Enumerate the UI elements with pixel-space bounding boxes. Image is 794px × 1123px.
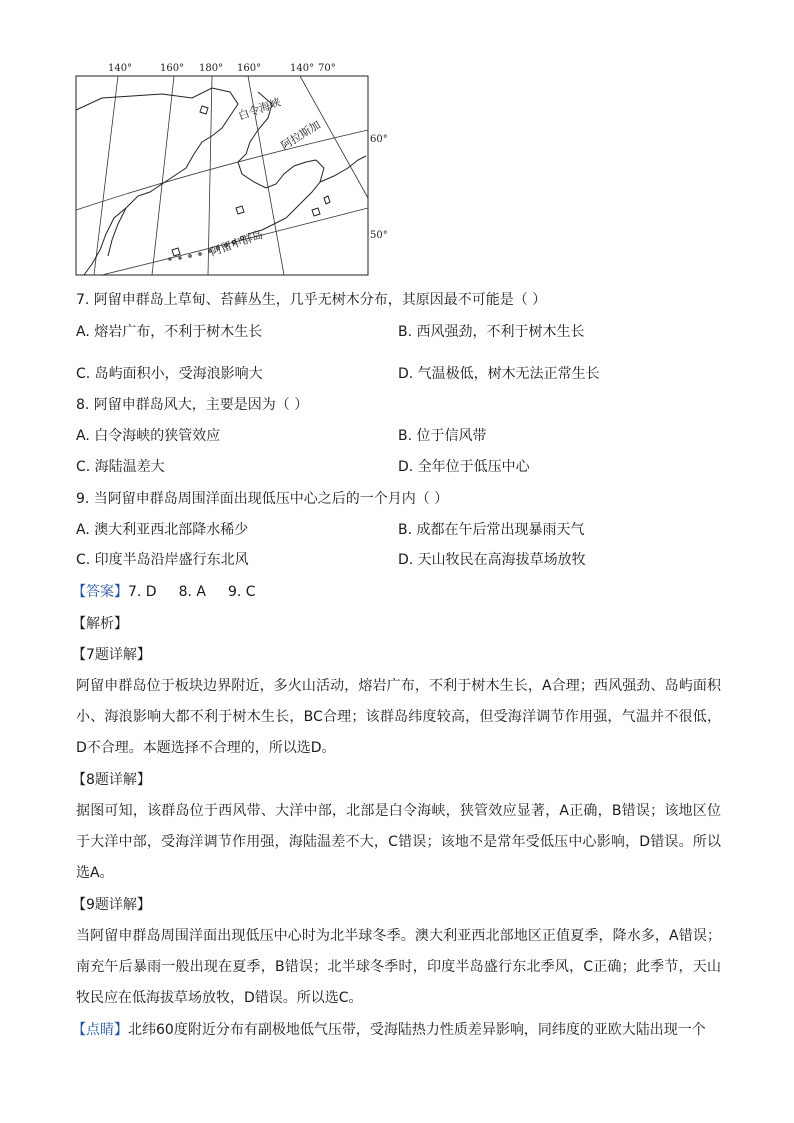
lat-label-60: 60° [370,134,388,145]
lat-label-70: 70° [318,63,336,74]
question-7-stem: 7. 阿留申群岛上草甸、苔藓丛生，几乎无树木分布，其原因最不可能是（ ） [76,292,547,308]
question-9-option-b: B. 成都在午后常出现暴雨天气 [398,522,585,538]
question-8-stem: 8. 阿留申群岛风大，主要是因为（ ） [76,397,309,413]
question-9-option-a: A. 澳大利亚西北部降水稀少 [76,522,249,538]
detail-8-text: 据图可知，该群岛位于西风带、大洋中部，北部是白令海峡，狭管效应显著，A正确，B错误；该地区位于大洋中部，受海洋调节作用强，海陆温差不大，C错误；该地不是常年受低压中心影响，D错误。所以选A。 [76,803,721,881]
question-7-option-b: B. 西风强劲，不利于树木生长 [398,324,585,340]
alaska-label: 阿拉斯加 [278,118,323,153]
detail-8-tag: 【8题详解】 [72,772,151,788]
lon-label-140e: 140° [290,63,315,74]
answer-line [72,582,256,602]
detail-9-text: 当阿留申群岛周围洋面出现低压中心时为北半球冬季。澳大利亚西北部地区正值夏季，降水多，A错误；南充午后暴雨一般出现在夏季，B错误；北半球冬季时，印度半岛盛行东北季风，C正确；此季节，天山牧民应在低海拔草场放牧，D错误。所以选C。 [76,928,721,1006]
lat-label-50: 50° [370,230,388,241]
detail-9-tag: 【9题详解】 [72,897,151,913]
question-9-option-d: D. 天山牧民在高海拔草场放牧 [398,552,586,568]
note-tag: 【点睛】 [72,1022,128,1038]
lon-label-180: 180° [199,63,224,74]
answer-tag: 【答案】 [72,584,128,600]
map-figure [62,58,388,283]
answer-8: 8. A [178,584,206,600]
question-7-option-c: C. 岛屿面积小，受海浪影响大 [76,366,263,382]
lon-label-140w: 140° [108,63,133,74]
detail-7-text: 阿留申群岛位于板块边界附近，多火山活动，熔岩广布，不利于树木生长，A合理；西风强劲、岛屿面积小、海浪影响大都不利于树木生长，BC合理；该群岛纬度较高，但受海洋调节作用强，气温并不很低，D不合理。本题选择不合理的，所以选D。 [76,678,721,756]
map-svg [62,58,388,283]
question-8-option-a: A. 白令海峡的狭管效应 [76,428,221,444]
question-9-stem: 9. 当阿留申群岛周围洋面出现低压中心之后的一个月内（ ） [76,491,449,507]
note-paragraph [72,1015,722,1046]
question-9-option-c: C. 印度半岛沿岸盛行东北风 [76,552,249,568]
lon-label-160e: 160° [237,63,262,74]
answer-9: 9. C [227,584,256,600]
question-7-option-d: D. 气温极低，树木无法正常生长 [398,366,600,382]
analysis-tag: 【解析】 [72,616,128,632]
answer-7: 7. D [128,584,157,600]
question-8-option-c: C. 海陆温差大 [76,459,165,475]
aleutian-islands-label: 阿留申群岛 [208,227,265,259]
question-8-option-d: D. 全年位于低压中心 [398,459,530,475]
question-8-option-b: B. 位于信风带 [398,428,487,444]
bering-strait-label: 白令海峡 [236,95,283,123]
note-text: 北纬60度附近分布有副极地低气压带，受海陆热力性质差异影响，同纬度的亚欧大陆出现一个 [128,1022,706,1038]
detail-7-tag: 【7题详解】 [72,647,151,663]
question-7-option-a: A. 熔岩广布，不利于树木生长 [76,324,263,340]
lon-label-160w: 160° [160,63,185,74]
